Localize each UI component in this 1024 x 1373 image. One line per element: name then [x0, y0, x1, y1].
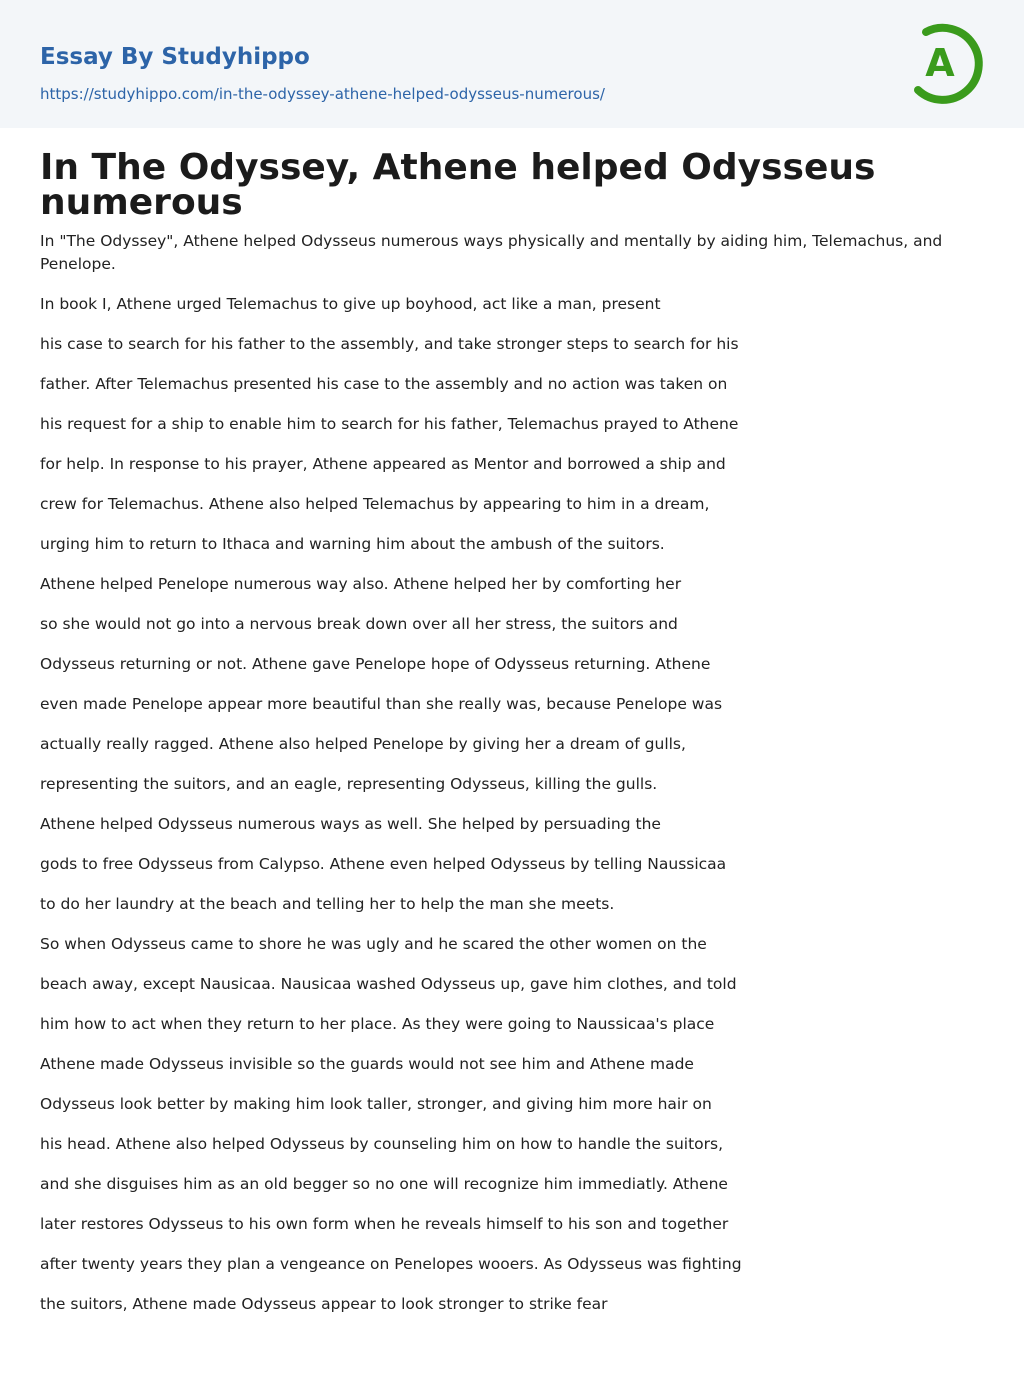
essay-line: crew for Telemachus. Athene also helped Telemachus by appearing to him in a dream, [40, 495, 710, 513]
essay-line: In book I, Athene urged Telemachus to give up boyhood, act like a man, present [40, 295, 661, 313]
essay-line: Odysseus returning or not. Athene gave Penelope hope of Odysseus returning. Athene [40, 655, 711, 673]
essay-line: beach away, except Nausicaa. Nausicaa washed Odysseus up, gave him clothes, and told [40, 975, 737, 993]
essay-line: so she would not go into a nervous break down over all her stress, the suitors and [40, 615, 678, 633]
essay-line: father. After Telemachus presented his case to the assembly and no action was taken on [40, 375, 728, 393]
essay-line: Odysseus look better by making him look taller, stronger, and giving him more hair on [40, 1095, 712, 1113]
essay-line: after twenty years they plan a vengeance on Penelopes wooers. As Odysseus was fighting [40, 1255, 742, 1273]
studyhippo-logo-icon[interactable] [910, 18, 988, 106]
essay-line: Athene made Odysseus invisible so the guards would not see him and Athene made [40, 1055, 694, 1073]
logo-letter: A [925, 41, 955, 85]
essay-line: actually really ragged. Athene also helped Penelope by giving her a dream of gulls, [40, 735, 686, 753]
essay-line: to do her laundry at the beach and telling her to help the man she meets. [40, 895, 615, 913]
essay-line: Athene helped Penelope numerous way also. Athene helped her by comforting her [40, 575, 682, 593]
essay-line: So when Odysseus came to shore he was ugly and he scared the other women on the [40, 935, 707, 953]
site-header [0, 0, 1024, 128]
essay-line: him how to act when they return to her place. As they were going to Naussicaa's place [40, 1015, 715, 1033]
essay-line: and she disguises him as an old begger so no one will recognize him immediatly. Athene [40, 1175, 728, 1193]
essay-line: his request for a ship to enable him to search for his father, Telemachus prayed to Athene [40, 415, 739, 433]
essay-url-link[interactable]: https://studyhippo.com/in-the-odyssey-athene-helped-odysseus-numerous/ [40, 85, 605, 103]
essay-line: his case to search for his father to the assembly, and take stronger steps to search for his [40, 335, 739, 353]
essay-line: representing the suitors, and an eagle, representing Odysseus, killing the gulls. [40, 775, 658, 793]
essay-line: for help. In response to his prayer, Athene appeared as Mentor and borrowed a ship and [40, 455, 726, 473]
essay-title: In The Odyssey, Athene helped Odysseus numerous [40, 147, 876, 223]
essay-line: Athene helped Odysseus numerous ways as well. She helped by persuading the [40, 815, 661, 833]
essay-line: urging him to return to Ithaca and warning him about the ambush of the suitors. [40, 535, 665, 553]
brand-name[interactable]: Essay By Studyhippo [40, 44, 310, 70]
essay-line: his head. Athene also helped Odysseus by counseling him on how to handle the suitors, [40, 1135, 724, 1153]
essay-line: the suitors, Athene made Odysseus appear to look stronger to strike fear [40, 1295, 608, 1313]
essay-intro: In "The Odyssey", Athene helped Odysseus numerous ways physically and mentally by aiding him, Telemachus, and Penelope. [40, 232, 943, 273]
essay-line: later restores Odysseus to his own form when he reveals himself to his son and together [40, 1215, 729, 1233]
essay-body [40, 291, 990, 1331]
essay-line: even made Penelope appear more beautiful than she really was, because Penelope was [40, 695, 723, 713]
essay-line: gods to free Odysseus from Calypso. Athene even helped Odysseus by telling Naussicaa [40, 855, 727, 873]
